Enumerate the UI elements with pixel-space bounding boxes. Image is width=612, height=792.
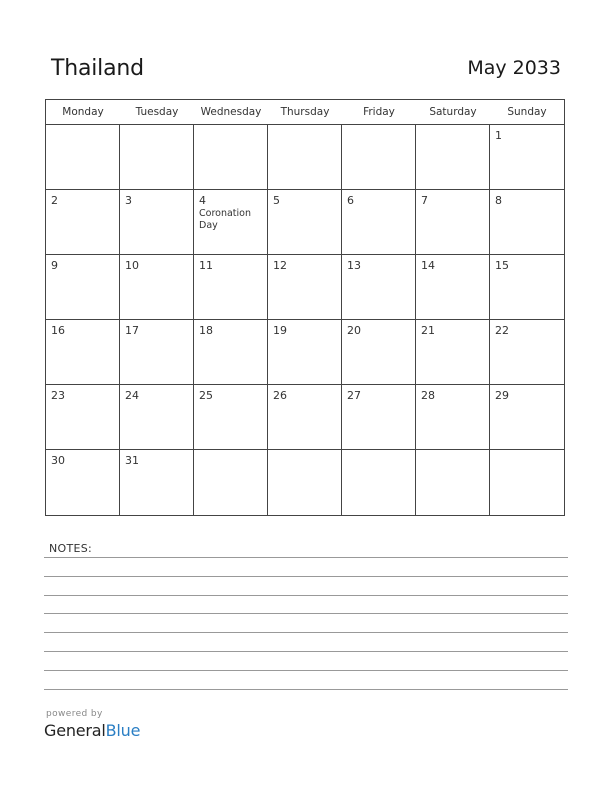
weekday-header-monday: Monday — [62, 106, 104, 118]
day-cell — [416, 385, 490, 450]
calendar-body — [46, 125, 564, 515]
day-number: 24 — [125, 389, 139, 402]
day-cell — [120, 190, 194, 255]
day-cell — [46, 255, 120, 320]
day-cell — [268, 255, 342, 320]
day-number: 31 — [125, 454, 139, 467]
note-line — [44, 651, 568, 652]
holiday-label: Coronation Day — [199, 208, 251, 231]
note-line — [44, 670, 568, 671]
day-cell — [194, 385, 268, 450]
day-cell — [194, 125, 268, 190]
day-number: 15 — [495, 259, 509, 272]
month-year-title: May 2033 — [467, 57, 561, 79]
note-line — [44, 632, 568, 633]
day-cell — [194, 190, 268, 255]
generalblue-logo — [44, 721, 140, 740]
day-number: 25 — [199, 389, 213, 402]
day-cell — [120, 385, 194, 450]
weekday-header-thursday: Thursday — [280, 106, 330, 118]
weekday-header-wednesday: Wednesday — [200, 106, 262, 118]
day-number: 11 — [199, 259, 213, 272]
day-cell — [342, 255, 416, 320]
day-number: 20 — [347, 324, 361, 337]
weekday-header-sunday: Sunday — [507, 106, 547, 118]
day-cell — [268, 385, 342, 450]
day-number: 5 — [273, 194, 280, 207]
note-line — [44, 576, 568, 577]
day-number: 9 — [51, 259, 58, 272]
day-cell — [490, 125, 564, 190]
day-number: 7 — [421, 194, 428, 207]
day-cell — [268, 125, 342, 190]
weekday-header-tuesday: Tuesday — [135, 106, 179, 118]
day-cell — [46, 320, 120, 385]
day-number: 12 — [273, 259, 287, 272]
day-cell — [342, 190, 416, 255]
day-cell — [490, 320, 564, 385]
powered-by-text: powered by — [46, 709, 103, 719]
day-number: 18 — [199, 324, 213, 337]
day-number: 16 — [51, 324, 65, 337]
day-number: 10 — [125, 259, 139, 272]
day-cell — [416, 125, 490, 190]
day-cell — [46, 385, 120, 450]
note-line — [44, 557, 568, 558]
weekday-header-saturday: Saturday — [429, 106, 477, 118]
day-cell — [490, 385, 564, 450]
day-cell — [416, 450, 490, 515]
day-cell — [268, 450, 342, 515]
day-cell — [342, 450, 416, 515]
day-number: 30 — [51, 454, 65, 467]
day-number: 8 — [495, 194, 502, 207]
day-number: 26 — [273, 389, 287, 402]
country-title: Thailand — [51, 56, 144, 81]
brand-blue-text: Blue — [105, 721, 141, 740]
day-cell — [46, 125, 120, 190]
day-number: 28 — [421, 389, 435, 402]
day-number: 14 — [421, 259, 435, 272]
note-line — [44, 595, 568, 596]
day-number: 4 — [199, 194, 206, 207]
day-cell — [120, 450, 194, 515]
day-cell — [46, 450, 120, 515]
day-cell — [194, 255, 268, 320]
day-cell — [342, 320, 416, 385]
day-cell — [490, 255, 564, 320]
day-cell — [120, 255, 194, 320]
day-number: 1 — [495, 129, 502, 142]
weekday-header-friday: Friday — [363, 106, 395, 118]
day-cell — [342, 125, 416, 190]
day-cell — [342, 385, 416, 450]
note-line — [44, 689, 568, 690]
day-number: 2 — [51, 194, 58, 207]
day-number: 23 — [51, 389, 65, 402]
day-number: 29 — [495, 389, 509, 402]
day-cell — [120, 320, 194, 385]
day-number: 13 — [347, 259, 361, 272]
day-cell — [268, 190, 342, 255]
calendar-grid — [45, 99, 565, 516]
brand-general-text: General — [44, 721, 106, 740]
notes-label: NOTES: — [49, 542, 93, 555]
day-number: 3 — [125, 194, 132, 207]
day-cell — [46, 190, 120, 255]
day-cell — [268, 320, 342, 385]
day-number: 22 — [495, 324, 509, 337]
day-number: 21 — [421, 324, 435, 337]
day-cell — [120, 125, 194, 190]
note-line — [44, 613, 568, 614]
day-number: 17 — [125, 324, 139, 337]
day-number: 27 — [347, 389, 361, 402]
day-cell — [490, 190, 564, 255]
day-cell — [416, 190, 490, 255]
weekday-header-row — [46, 100, 564, 125]
day-number: 6 — [347, 194, 354, 207]
day-cell — [416, 320, 490, 385]
day-cell — [194, 320, 268, 385]
day-cell — [194, 450, 268, 515]
day-cell — [416, 255, 490, 320]
day-number: 19 — [273, 324, 287, 337]
day-cell — [490, 450, 564, 515]
